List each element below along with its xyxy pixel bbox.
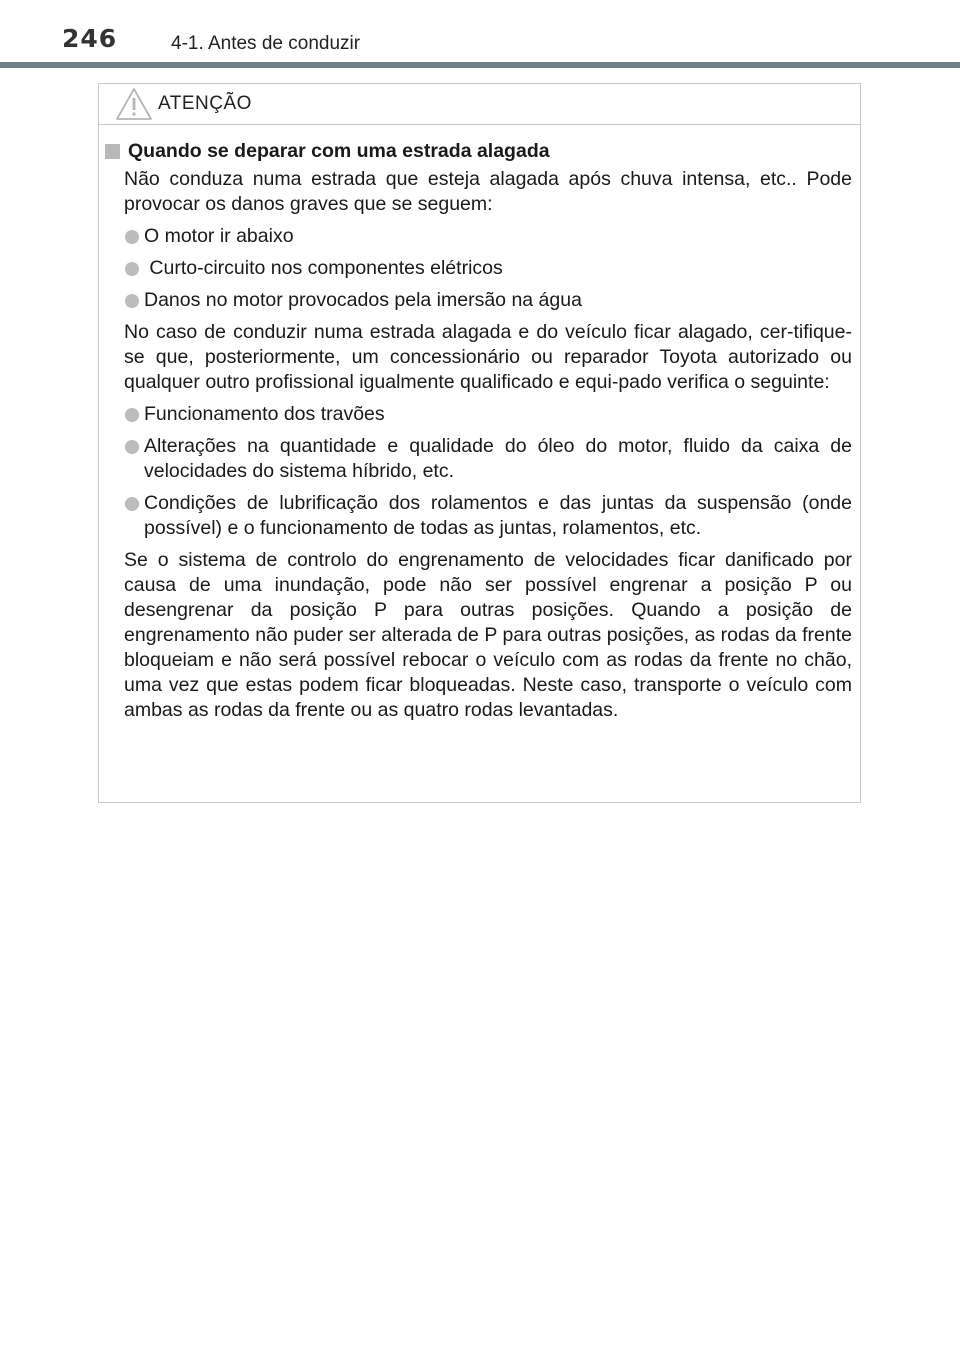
intro-paragraph: Não conduza numa estrada que esteja alagada após chuva intensa, etc.. Pode provocar os danos graves que se seguem: <box>124 168 852 215</box>
bullet-dot-icon <box>125 294 139 308</box>
list-item <box>124 434 852 484</box>
warning-content <box>99 139 860 723</box>
header-rule <box>0 62 960 68</box>
list-item <box>124 288 852 313</box>
list-item <box>124 402 852 427</box>
list-item-text: Alterações na quantidade e qualidade do óleo do motor, fluido da caixa de velocidades do sistema híbrido, etc. <box>144 435 852 482</box>
warning-box <box>98 83 861 803</box>
square-bullet-icon <box>105 144 120 159</box>
list-item-text: Danos no motor provocados pela imersão na água <box>144 289 582 311</box>
list-item <box>124 256 852 281</box>
section-title: 4-1. Antes de conduzir <box>171 33 361 54</box>
list-item <box>124 224 852 249</box>
warning-heading-text: Quando se deparar com uma estrada alagada <box>128 140 550 162</box>
page-number: 246 <box>62 24 118 53</box>
warning-title: ATENÇÃO <box>158 93 252 114</box>
closing-paragraph: Se o sistema de controlo do engrenamento de velocidades ficar danificado por causa de uma inundação, pode não ser possível engrenar a posição P ou desengrenar da posição P para outras posições. Quando a posição de engrenamento não puder ser alterada de P para outras posições, as rodas da frente bloqueiam e não será possível rebocar o veículo com as rodas da frente no chão, uma vez que estas podem ficar bloqueadas. Neste caso, transporte o veículo com ambas as rodas da frente ou as quatro rodas levantadas. <box>124 549 852 721</box>
bullet-dot-icon <box>125 440 139 454</box>
list-item-text: Curto-circuito nos componentes elétricos <box>144 257 503 279</box>
warning-header <box>99 84 860 125</box>
bullet-dot-icon <box>125 230 139 244</box>
warning-triangle-icon <box>115 87 153 121</box>
bullet-dot-icon <box>125 262 139 276</box>
list-item-text: Condições de lubrificação dos rolamentos e das juntas da suspensão (onde possível) e o funcionamento de todas as juntas, rolamentos, etc. <box>144 492 852 539</box>
bullet-dot-icon <box>125 408 139 422</box>
check-intro-paragraph: No caso de conduzir numa estrada alagada e do veículo ficar alagado, cer-tifique-se que, posteriormente, um concessionário ou reparador Toyota autorizado ou qualquer outro profissional igualmente qualificado e equi-pado verifica o seguinte: <box>124 321 852 393</box>
list-item-text: O motor ir abaixo <box>144 225 294 247</box>
list-item <box>124 491 852 541</box>
warning-heading <box>99 139 860 164</box>
list-item-text: Funcionamento dos travões <box>144 403 385 425</box>
bullet-dot-icon <box>125 497 139 511</box>
